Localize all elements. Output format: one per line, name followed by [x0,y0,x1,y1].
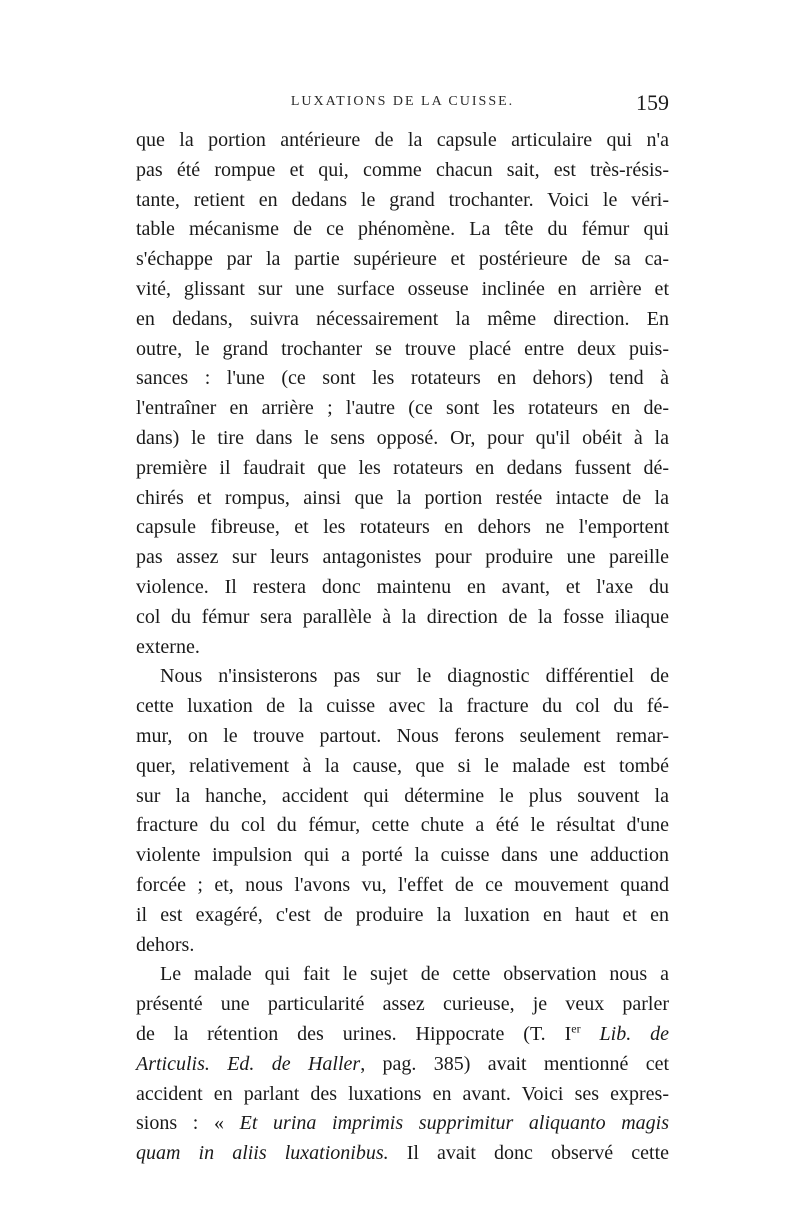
paragraph-1 [136,126,669,662]
text-line: sur la hanche, accident qui détermine le plus souvent la [136,784,669,807]
quote-rest: Il avait donc observé cette [388,1142,669,1165]
text-line: Le malade qui fait le sujet de cette observation nous a [160,963,669,986]
text-line-citation [136,1020,669,1050]
text-line: il est exagéré, c'est de produire la luxation en haut et en [136,903,669,926]
text-line: outre, le grand trochanter se trouve placé entre deux puis- [136,337,669,360]
text-line: col du fémur sera parallèle à la direction de la fosse iliaque [136,605,669,628]
text-line: capsule fibreuse, et les rotateurs en dehors ne l'emportent [136,516,669,539]
text-line: pas été rompue et qui, comme chacun sait, est très-résis- [136,158,669,181]
text-line: en dedans, suivra nécessairement la même direction. En [136,307,669,330]
latin-quote-end: quam in aliis luxationibus. [136,1142,389,1165]
text-line: forcée ; et, nous l'avons vu, l'effet de ce mouvement quand [136,873,669,896]
text-line: cette luxation de la cuisse avec la fracture du col du fé- [136,695,669,718]
citation-text: de la rétention des urines. Hippocrate (T. I [136,1022,572,1045]
text-line: dehors. [136,933,195,956]
text-line: chirés et rompus, ainsi que la portion restée intacte de la [136,486,669,509]
text-line: accident en parlant des luxations en avant. Voici ses expres- [136,1082,669,1105]
text-line: Nous n'insisterons pas sur le diagnostic différentiel de [160,665,669,688]
text-line: fracture du col du fémur, cette chute a été le résultat d'une [136,814,669,837]
text-line: mur, on le trouve partout. Nous ferons seulement remar- [136,724,669,747]
text-line: tante, retient en dedans le grand trochanter. Voici le véri- [136,188,669,211]
text-line: présenté une particularité assez curieuse, je veux parler [136,993,669,1016]
text-line-quote-end [136,1139,669,1169]
running-title: LUXATIONS DE LA CUISSE. [290,94,515,109]
text-line: externe. [136,635,200,658]
text-line: l'entraîner en arrière ; l'autre (ce sont les rotateurs en de- [136,397,669,420]
text-line: s'échappe par la partie supérieure et postérieure de sa ca- [136,248,669,271]
text-line-quote [136,1109,669,1139]
work-reference-rest: , pag. 385) avait mentionné cet [360,1052,670,1075]
text-line: pas assez sur leurs antagonistes pour produire une pareille [136,546,669,569]
text-line: que la portion antérieure de la capsule articulaire qui n'a [136,129,669,151]
text-line: première il faudrait que les rotateurs en dedans fussent dé- [136,456,669,479]
body-text [136,126,669,1169]
text-line: quer, relativement à la cause, que si le malade est tombé [136,754,669,777]
citation-italic: Lib. de [580,1022,669,1045]
page-number: 159 [636,90,669,115]
paragraph-2 [136,662,669,960]
text-line: vité, glissant sur une surface osseuse inclinée en arrière et [136,277,669,300]
text-line: violente impulsion qui a porté la cuisse dans une adduction [136,844,669,867]
text-line-work [136,1050,669,1080]
text-line: sances : l'une (ce sont les rotateurs en dehors) tend à [136,367,669,390]
text-line: dans) le tire dans le sens opposé. Or, pour qu'il obéit à la [136,426,669,449]
paragraph-3 [136,960,669,1169]
work-title-italic: Articulis. Ed. de Haller [136,1052,361,1075]
text-line: table mécanisme de ce phénomène. La tête du fémur qui [136,218,669,241]
latin-quote: Et urina imprimis supprimitur aliquanto magis [239,1112,669,1135]
superscript: er [571,1021,581,1036]
text-line: violence. Il restera donc maintenu en avant, et l'axe du [136,575,669,598]
quote-intro: sions : « [136,1112,240,1135]
running-head [136,90,669,120]
